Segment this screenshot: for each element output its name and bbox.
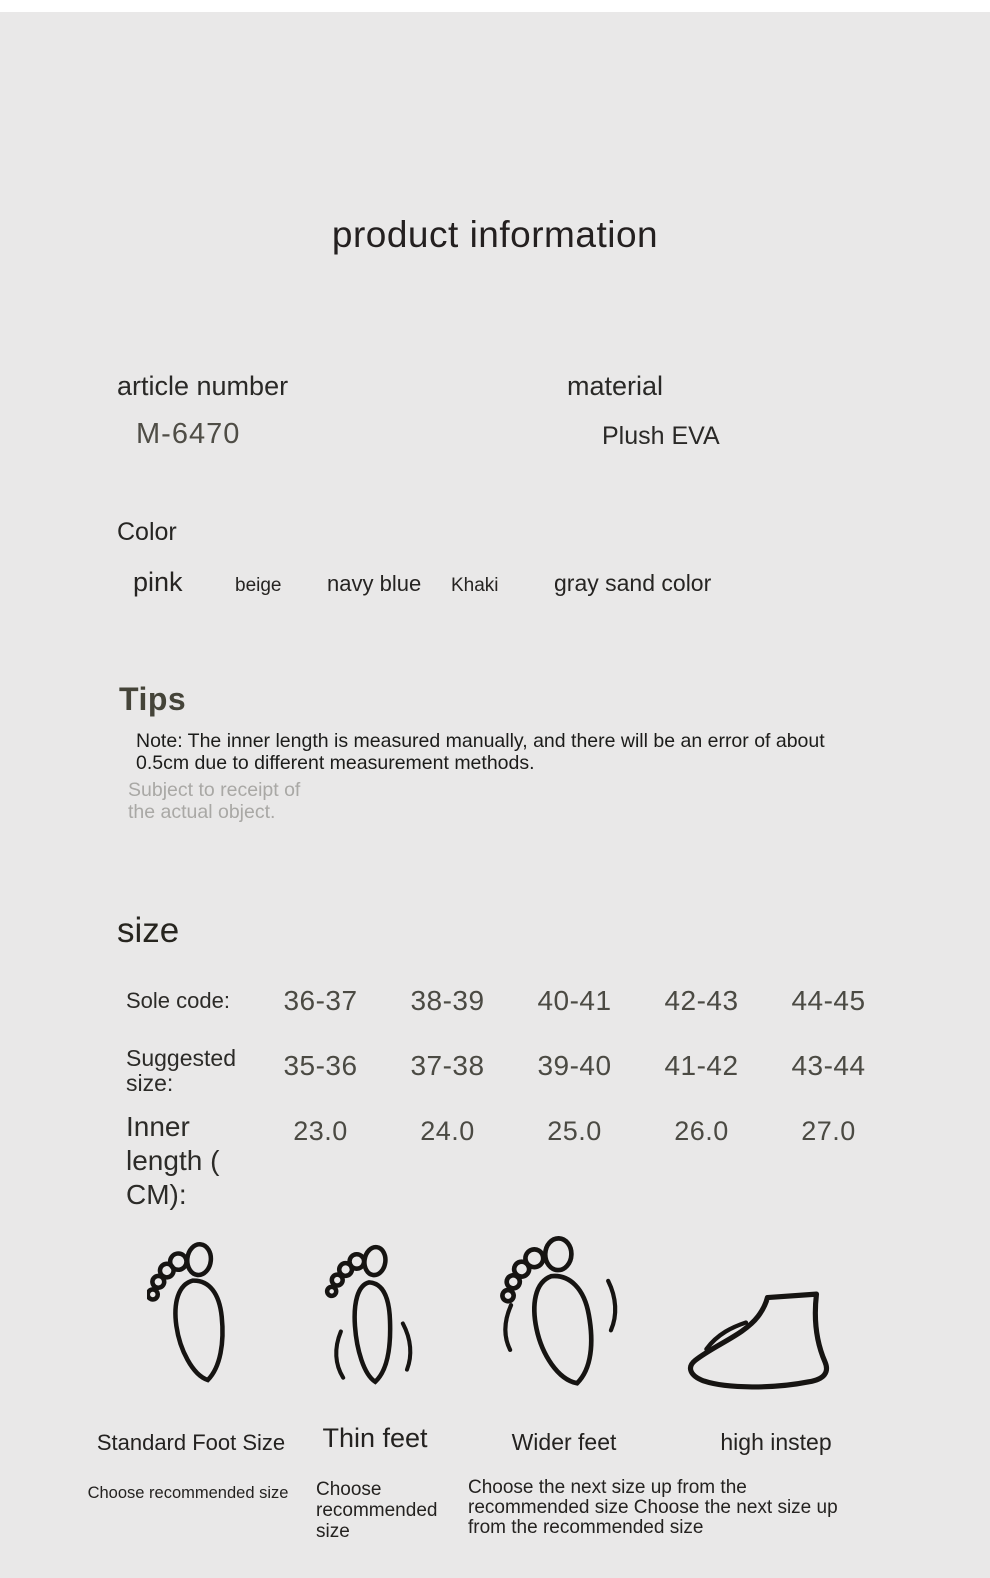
suggested-size-value: 43-44 [791, 1050, 866, 1081]
top-white-strip [0, 0, 990, 12]
tips-disclaimer-text: Subject to receipt of the actual object. [128, 779, 301, 823]
inner-length-value: 25.0 [547, 1116, 602, 1146]
size-table-row-inner-length [126, 1110, 892, 1212]
wide-footprint-icon [498, 1232, 624, 1410]
color-option-navy-blue: navy blue [327, 571, 422, 596]
suggested-size-value: 37-38 [410, 1050, 485, 1081]
size-table-row-sole-code [126, 985, 892, 1017]
tips-note-text: Note: The inner length is measured manually, and there will be an error of about 0.5cm due to different measurement methods. [136, 730, 825, 774]
sole-code-label: Sole code: [126, 988, 230, 1013]
high-instep-label: high instep [720, 1429, 832, 1455]
inner-length-value: 26.0 [674, 1116, 729, 1146]
standard-footprint-icon [147, 1237, 247, 1409]
sole-code-value: 36-37 [283, 985, 358, 1016]
suggested-size-value: 41-42 [664, 1050, 739, 1081]
sole-code-value: 38-39 [410, 985, 485, 1016]
suggested-size-value: 35-36 [283, 1050, 358, 1081]
wider-feet-high-instep-caption: Choose the next size up from the recommended size Choose the next size up from the recommended size [468, 1477, 838, 1538]
sole-code-value: 40-41 [537, 985, 612, 1016]
standard-foot-label: Standard Foot Size [96, 1430, 286, 1455]
inner-length-value: 23.0 [293, 1116, 348, 1146]
color-option-khaki: Khaki [451, 575, 499, 596]
size-table-row-suggested-size [126, 1046, 892, 1096]
suggested-size-value: 39-40 [537, 1050, 612, 1081]
material-value: Plush EVA [602, 422, 720, 450]
color-option-pink: pink [133, 567, 183, 597]
standard-foot-caption: Choose recommended size [87, 1484, 289, 1502]
size-heading: size [117, 911, 180, 950]
color-label: Color [117, 518, 177, 546]
sole-code-value: 44-45 [791, 985, 866, 1016]
inner-length-value: 27.0 [801, 1116, 856, 1146]
article-number-label: article number [117, 371, 289, 401]
sole-code-value: 42-43 [664, 985, 739, 1016]
thin-feet-label: Thin feet [322, 1423, 428, 1453]
wider-feet-label: Wider feet [511, 1429, 617, 1455]
tips-heading: Tips [119, 681, 187, 717]
thin-feet-caption: Choose recommended size [316, 1479, 438, 1542]
high-instep-foot-icon [678, 1283, 850, 1405]
thin-footprint-icon [322, 1237, 422, 1409]
material-label: material [567, 371, 664, 401]
color-option-beige: beige [235, 575, 282, 596]
inner-length-value: 24.0 [420, 1116, 475, 1146]
color-option-gray-sand: gray sand color [554, 570, 712, 596]
article-number-value: M-6470 [136, 418, 241, 450]
page-title: product information [331, 214, 659, 255]
inner-length-label: Inner length ( CM): [126, 1111, 220, 1210]
suggested-size-label: Suggested size: [126, 1045, 236, 1096]
